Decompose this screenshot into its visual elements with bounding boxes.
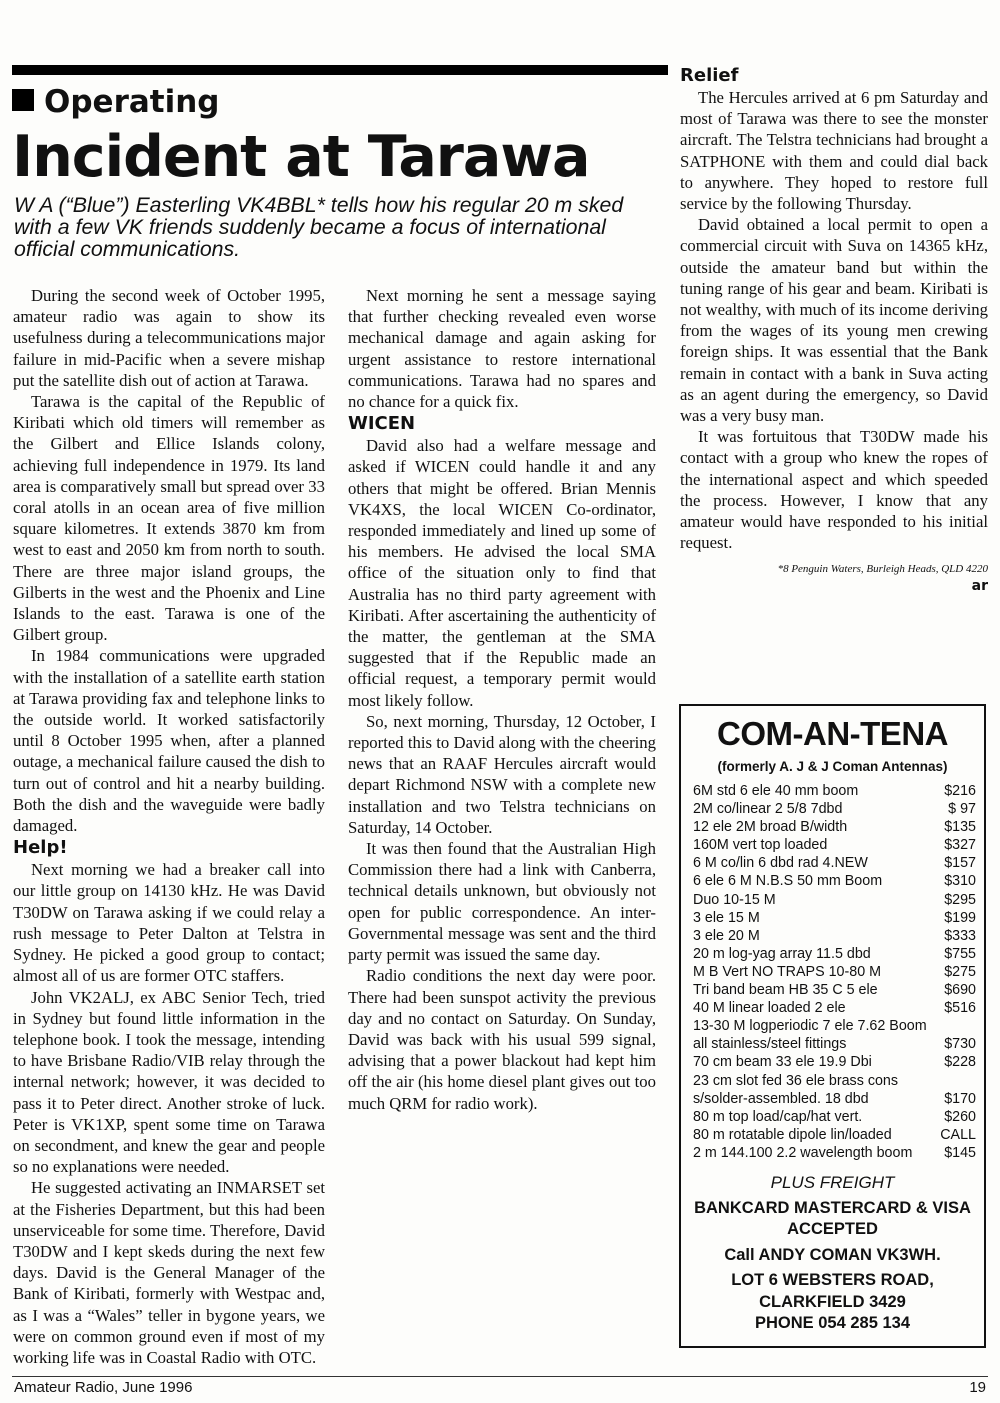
item-price: $170 <box>944 1090 976 1107</box>
price-row <box>693 1126 976 1144</box>
price-row <box>693 963 976 981</box>
price-row <box>693 1017 976 1035</box>
item-name: 6 M co/lin 6 dbd rad 4.NEW <box>693 855 868 872</box>
footer-publication: Amateur Radio, June 1996 <box>14 1379 193 1396</box>
paragraph: Next morning we had a breaker call into our little group on 14130 kHz. He was David T30DW on Tarawa asking if we could relay a rush message to Peter Dalton at Telstra in Sydney. He picked a good group to contact; almost all of us are former OTC staffers. <box>13 860 325 986</box>
column-3 <box>680 64 988 595</box>
section-heading <box>12 84 219 120</box>
column-1 <box>13 285 325 1368</box>
item-name: 40 M linear loaded 2 ele <box>693 1000 846 1017</box>
item-price: $690 <box>944 982 976 999</box>
ad-contact <box>681 1198 984 1335</box>
ad-subtitle: (formerly A. J & J Coman Antennas) <box>717 759 948 774</box>
item-price: $275 <box>944 963 976 980</box>
item-price: $295 <box>944 891 976 908</box>
paragraph: It was then found that the Australian High Commission there had a link with Canberra, technical details unknown, but obviously not open for public correspondence. An inter-Governmental message was sent and the third party permit was issued the same day. <box>348 839 656 965</box>
author-footnote: *8 Penguin Waters, Burleigh Heads, QLD 4220 <box>777 563 988 576</box>
page-number: 19 <box>969 1379 986 1396</box>
price-row <box>693 1090 976 1108</box>
paragraph: So, next morning, Thursday, 12 October, I reported this to David along with the cheering news that an RAAF Hercules aircraft would depart Richmond NSW with a complete new installation and two Telstra technicians on Saturday, 14 October. <box>348 711 656 837</box>
advertisement-box <box>679 704 986 1348</box>
subhead-relief: Relief <box>680 65 739 86</box>
price-row <box>693 854 976 872</box>
price-row <box>693 981 976 999</box>
item-price: $516 <box>944 1000 976 1017</box>
ad-address-line2: CLARKFIELD 3429 <box>759 1292 906 1311</box>
item-price: CALL <box>940 1126 976 1143</box>
price-row <box>693 1072 976 1090</box>
item-price: $327 <box>944 837 976 854</box>
ad-title: COM-AN-TENA <box>717 715 948 752</box>
paragraph: In 1984 communications were upgraded with the installation of a satellite earth station at Tarawa providing fax and telephone links to the outside world. It worked satisfactorily until 8 October 1995 when, after a planned outage, a mechanical failure caused the dish to turn out of control and hit a nearby building. Both the dish and the waveguide were badly damaged. <box>13 646 325 836</box>
paragraph: Radio conditions the next day were poor. There had been sunspot activity the previous day and no contact on Saturday. On Sunday, David was back with his usual 599 signal, advising that a power blackout had kept him off the air (his home diesel plant gives out too much QRM for radio work). <box>348 966 656 1113</box>
price-row <box>693 1035 976 1053</box>
square-bullet-icon <box>12 89 34 111</box>
ad-address-line1: LOT 6 WEBSTERS ROAD, <box>731 1271 934 1290</box>
item-name: 80 m rotatable dipole lin/loaded <box>693 1126 892 1143</box>
price-row <box>693 1144 976 1162</box>
item-price: $199 <box>944 909 976 926</box>
paragraph: He suggested activating an INMARSET set at the Fisheries Department, but this had been unserviceable for some time. Therefore, David T30DW and I kept skeds during the next few days. David is the General Manager of the Bank of Kiribati, formerly with Westpac and, as I was a “Wales” teller in bygone years, we were on common ground even if most of my working life was in Coastal Radio with OTC. <box>13 1178 325 1367</box>
ad-phone: PHONE 054 285 134 <box>754 1314 911 1333</box>
article-title: Incident at Tarawa <box>12 124 590 190</box>
end-mark: ar <box>971 578 988 595</box>
column-2 <box>348 285 656 1114</box>
price-row <box>693 891 976 909</box>
item-price: $730 <box>944 1036 976 1053</box>
paragraph: Tarawa is the capital of the Republic of Kiribati which old timers will remember as the Gilbert and Ellice Islands colony, achieving full independence in 1979. Its land area is comparatively small but spread over 33 coral atolls in an ocean area of five million square kilometres. It extends 3870 km from west to east and 2050 km from north to south. There are three major island groups, the Gilberts in the west and the Phoenix and Line Islands to the east. Tarawa is one of the Gilbert group. <box>13 392 325 645</box>
footer-rule <box>12 1376 988 1377</box>
item-price: $135 <box>944 819 976 836</box>
price-row <box>693 999 976 1017</box>
item-name: 6 ele 6 M N.B.S 50 mm Boom <box>693 873 883 890</box>
item-price: $216 <box>944 783 976 799</box>
paragraph: John VK2ALJ, ex ABC Senior Tech, tried in Sydney but found little information in the telephone book. I took the message, intending to have Brisbane Radio/VIB relay through the internal network; however, it was decided to pass it to Peter direct. Another stroke of luck. Peter is VK1XP, spent some time on Tarawa on secondment, and knew the gear and people so no explanations were needed. <box>13 987 325 1177</box>
item-price: $ 97 <box>948 801 976 818</box>
subhead-help: Help! <box>13 837 68 859</box>
price-row <box>693 872 976 890</box>
paragraph: Next morning he sent a message saying that further checking revealed even worse mechanical damage and again asking for urgent assistance to restore international communications. Tarawa had no spares and no chance for a quick fix. <box>348 286 656 412</box>
item-name: 20 m log-yag array 11.5 dbd <box>693 945 871 962</box>
item-price: $157 <box>944 855 976 872</box>
item-name: 70 cm beam 33 ele 19.9 Dbi <box>693 1054 872 1071</box>
item-name: 2M co/linear 2 5/8 7dbd <box>693 801 843 818</box>
article-standfirst: W A (“Blue”) Easterling VK4BBL* tells how his regular 20 m sked with a few VK friends suddenly became a focus of international official communications. <box>14 193 624 261</box>
item-price: $755 <box>944 945 976 962</box>
item-price: $228 <box>944 1054 976 1071</box>
item-name: M B Vert NO TRAPS 10-80 M <box>693 963 882 980</box>
subhead-wicen: WICEN <box>348 413 416 435</box>
item-price: $260 <box>944 1108 976 1125</box>
item-name: 3 ele 20 M <box>693 927 760 944</box>
price-row <box>693 927 976 945</box>
item-price: $310 <box>944 873 976 890</box>
paragraph: It was fortuitous that T30DW made his contact with a group who knew the ropes of the international aspect and which speeded the process. However, I know that any amateur would have responded to his initial request. <box>680 427 988 553</box>
item-price: $333 <box>944 927 976 944</box>
item-name: Tri band beam HB 35 C 5 ele <box>693 982 878 999</box>
item-name: 160M vert top loaded <box>693 837 828 854</box>
price-row <box>693 800 976 818</box>
item-name: 13-30 M logperiodic 7 ele 7.62 Boom <box>693 1018 927 1035</box>
ad-payment: BANKCARD MASTERCARD & VISA ACCEPTED <box>694 1198 971 1239</box>
paragraph: David obtained a local permit to open a commercial circuit with Suva on 14365 kHz, outside the amateur band but within the tuning range of his gear and beam. Kiribati is not wealthy, with much of its income deriving from the wages of its young men crewing foreign ships. It was essential that the Bank remain in contact with a bank in Suva acting as an agent during the emergency, so David was a very busy man. <box>680 215 988 426</box>
section-label: Operating <box>44 84 220 120</box>
item-name: Duo 10-15 M <box>693 891 776 908</box>
item-name: s/solder-assembled. 18 dbd <box>693 1090 869 1107</box>
item-name: 12 ele 2M broad B/width <box>693 819 848 836</box>
price-row <box>693 818 976 836</box>
price-row <box>693 782 976 800</box>
paragraph: During the second week of October 1995, amateur radio was again to show its usefulness during a telecommunications major failure in mid-Pacific when a severe mishap put the satellite dish out of action at Tarawa. <box>13 286 325 390</box>
price-row <box>693 945 976 963</box>
paragraph: David also had a welfare message and asked if WICEN could handle it and any others that might be offered. Brian Mennis VK4XS, the local WICEN Co-ordinator, responded immediately and lined up some of his members. He advised the local SMA office of the situation only to find that Australia has no third party agreement with Kiribati. After ascertaining the authenticity of the matter, the gentleman at the SMA suggested that if the Republic made an official request, a temporary permit would most likely follow. <box>348 436 656 710</box>
item-name: 80 m top load/cap/hat vert. <box>693 1108 863 1125</box>
item-price: $145 <box>944 1144 976 1161</box>
item-name: all stainless/steel fittings <box>693 1036 847 1053</box>
price-row <box>693 909 976 927</box>
ad-freight: PLUS FREIGHT <box>770 1172 895 1192</box>
item-name: 2 m 144.100 2.2 wavelength boom <box>693 1144 913 1161</box>
header-rule <box>12 65 668 75</box>
item-name: 23 cm slot fed 36 ele brass cons <box>693 1072 899 1089</box>
ad-call: Call ANDY COMAN VK3WH. <box>724 1245 941 1264</box>
item-name: 3 ele 15 M <box>693 909 760 926</box>
price-list <box>681 782 984 1162</box>
price-row <box>693 1108 976 1126</box>
paragraph: The Hercules arrived at 6 pm Saturday and most of Tarawa was there to see the monster aircraft. The Telstra technicians had brought a SATPHONE with them and could dial back to anywhere. They hoped to restore full service by the following Thursday. <box>680 88 988 214</box>
price-row <box>693 1053 976 1071</box>
price-row <box>693 836 976 854</box>
item-name: 6M std 6 ele 40 mm boom <box>693 783 859 799</box>
